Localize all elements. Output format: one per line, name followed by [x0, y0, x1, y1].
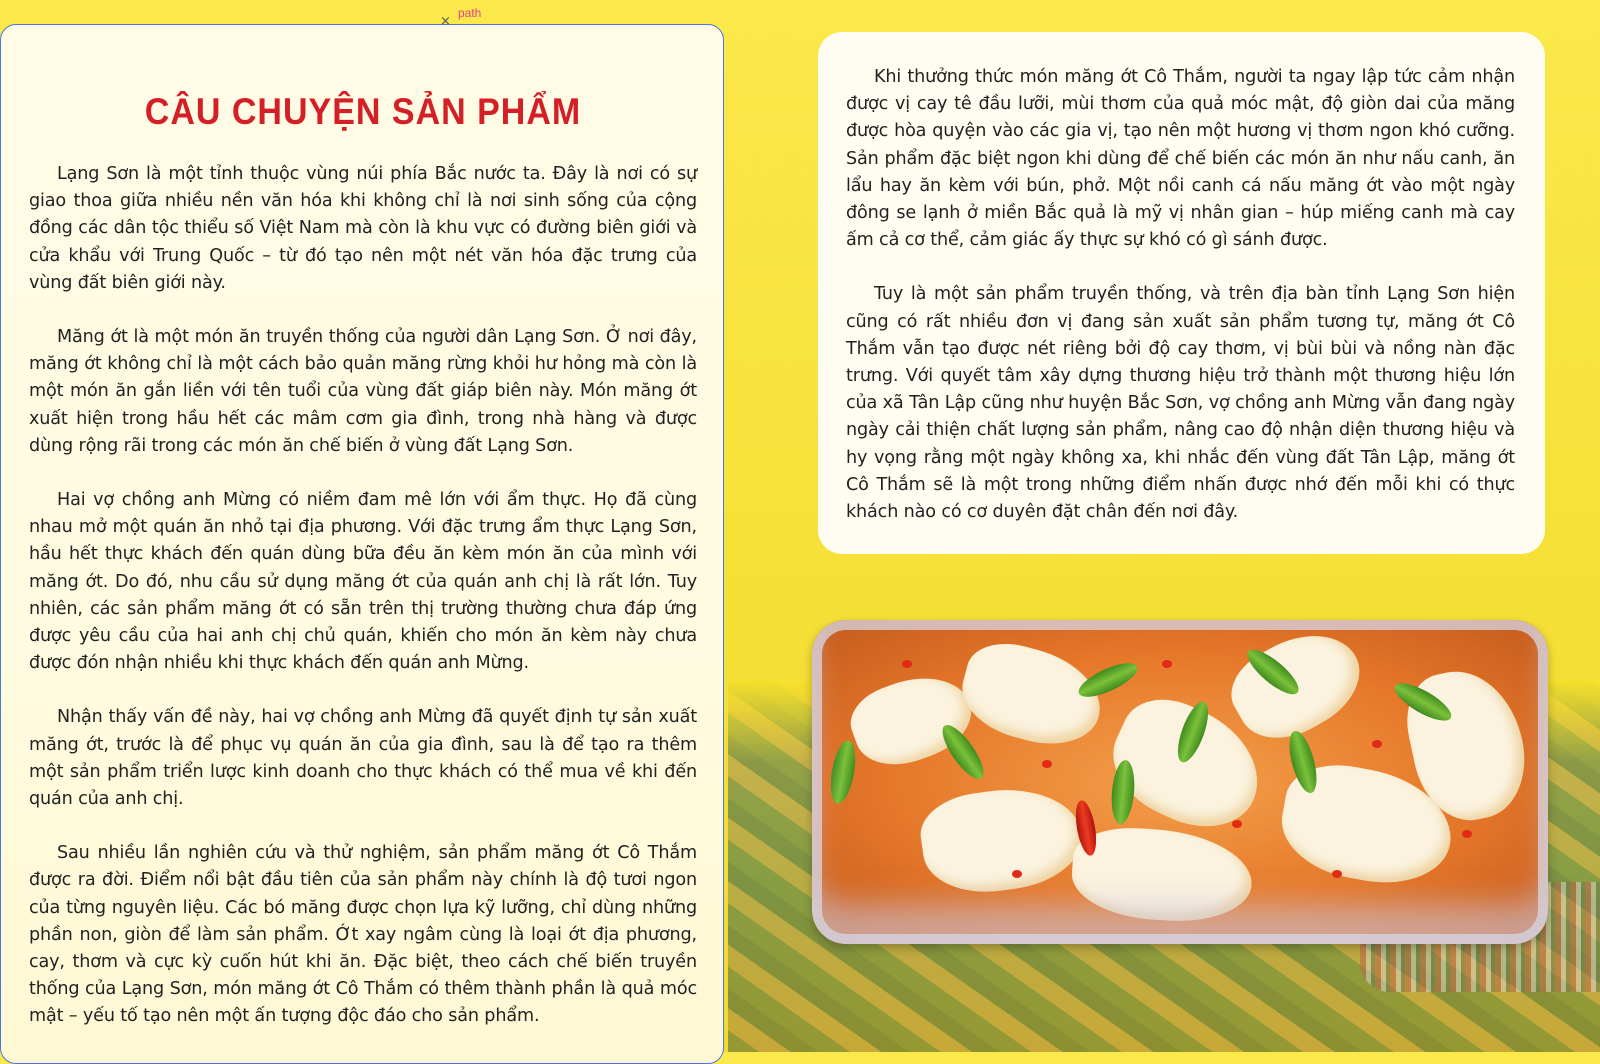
left-paragraph-1[interactable]: Lạng Sơn là một tỉnh thuộc vùng núi phía Bắc nước ta. Đây là nơi có sự giao thoa giữa nhiều nền văn hóa khi không chỉ là nơi sinh sống của cộng đồng các dân tộc thiểu số Việt Nam mà còn là khu vực có đường biên giới và cửa khẩu với Trung Quốc – từ đó tạo nên một nét văn hóa đặc trưng của vùng đất biên giới này. [29, 164, 697, 293]
page-title: CÂU CHUYỆN SẢN PHẨM [144, 91, 582, 133]
path-anchor-handle-icon[interactable]: × [440, 14, 451, 29]
left-article-body[interactable] [29, 161, 697, 1058]
left-paragraph-2[interactable]: Măng ớt là một món ăn truyền thống của người dân Lạng Sơn. Ở nơi đây, măng ớt không chỉ là một cách bảo quản măng rừng khỏi hư hỏng mà còn là một món ăn gắn liền với tên tuổi của vùng đất giáp biên này. Món măng ớt xuất hiện trong hầu hết các mâm cơm gia đình, trong nhà hàng và được dùng rộng rãi trong các món ăn chế biến ở vùng đất Lạng Sơn. [29, 327, 697, 456]
left-paragraph-5[interactable]: Sau nhiều lần nghiên cứu và thử nghiệm, sản phẩm măng ớt Cô Thắm được ra đời. Điểm nổi bật đầu tiên của sản phẩm này chính là độ tươi ngon của từng nguyên liệu. Các bó măng được chọn lựa kỹ lưỡng, chỉ dùng những phần non, giòn để làm sản phẩm. Ớt xay ngâm cùng là loại ớt địa phương, cay, thơm và cực kỳ cuốn hút khi ăn. Đặc biệt, theo cách chế biến truyền thống của Lạng Sơn, món măng ớt Cô Thắm có thêm thành phần là quả móc mật – yếu tố tạo nên một ấn tượng độc đáo cho sản phẩm. [29, 843, 697, 1027]
story-text-frame[interactable] [0, 24, 724, 1064]
container-rim [812, 620, 1548, 944]
path-label: path [458, 6, 482, 20]
right-paragraph-1[interactable]: Khi thưởng thức món măng ớt Cô Thắm, người ta ngay lập tức cảm nhận được vị cay tê đầu lưỡi, mùi thơm của quả móc mật, độ giòn dai của măng được hòa quyện vào các gia vị, tạo nên một hương vị thơm ngon khó cưỡng. Sản phẩm đặc biệt ngon khi dùng để chế biến các món ăn như nấu canh, ăn lẩu hay ăn kèm với bún, phở. Một nồi canh cá nấu măng ớt vào một ngày đông se lạnh ở miền Bắc quả là mỹ vị nhân gian – húp miếng canh mà cay ấm cả cơ thể, cảm giác ấy thực sự khó có gì sánh được. [846, 67, 1515, 251]
left-paragraph-3[interactable]: Hai vợ chồng anh Mừng có niềm đam mê lớn với ẩm thực. Họ đã cùng nhau mở một quán ăn nhỏ tại địa phương. Với đặc trưng ẩm thực Lạng Sơn, hầu hết thực khách đến quán dùng bữa đều ăn kèm món ăn của mình với măng ớt. Do đó, nhu cầu sử dụng măng ớt của quán anh chị là rất lớn. Tuy nhiên, các sản phẩm măng ớt có sẵn trên thị trường thường chưa đáp ứng được yêu cầu của hai anh chị chủ quán, khiến cho món ăn kèm này chưa được đón nhận nhiều khi thực khách đến quán anh Mừng. [29, 490, 697, 674]
product-photo[interactable] [812, 620, 1548, 944]
left-paragraph-4[interactable]: Nhận thấy vấn đề này, hai vợ chồng anh Mừng đã quyết định tự sản xuất măng ớt, trước là để phục vụ quán ăn của gia đình, sau là để tạo ra thêm một sản phẩm triển lược kinh doanh cho thực khách có thể mua về khi đến quán của anh chị. [29, 707, 697, 810]
right-paragraph-2[interactable]: Tuy là một sản phẩm truyền thống, và trên địa bàn tỉnh Lạng Sơn hiện cũng có rất nhiều đơn vị đang sản xuất sản phẩm tương tự, măng ớt Cô Thắm vẫn tạo được nét riêng bởi độ cay thơm, vị bùi bùi và nồng nàn đặc trưng. Với quyết tâm xây dựng thương hiệu trở thành một thương hiệu lớn của xã Tân Lập cũng như huyện Bắc Sơn, vợ chồng anh Mừng vẫn đang ngày ngày cải thiện chất lượng sản phẩm, nâng cao độ nhận diện thương hiệu và hy vọng rằng một ngày không xa, khi nhắc đến vùng đất Tân Lập, măng ớt Cô Thắm sẽ là một trong những điểm nhấn được nhớ đến mỗi khi có thực khách nào có cơ duyên đặt chân đến nơi đây. [846, 284, 1515, 523]
right-article-card[interactable] [818, 32, 1545, 554]
